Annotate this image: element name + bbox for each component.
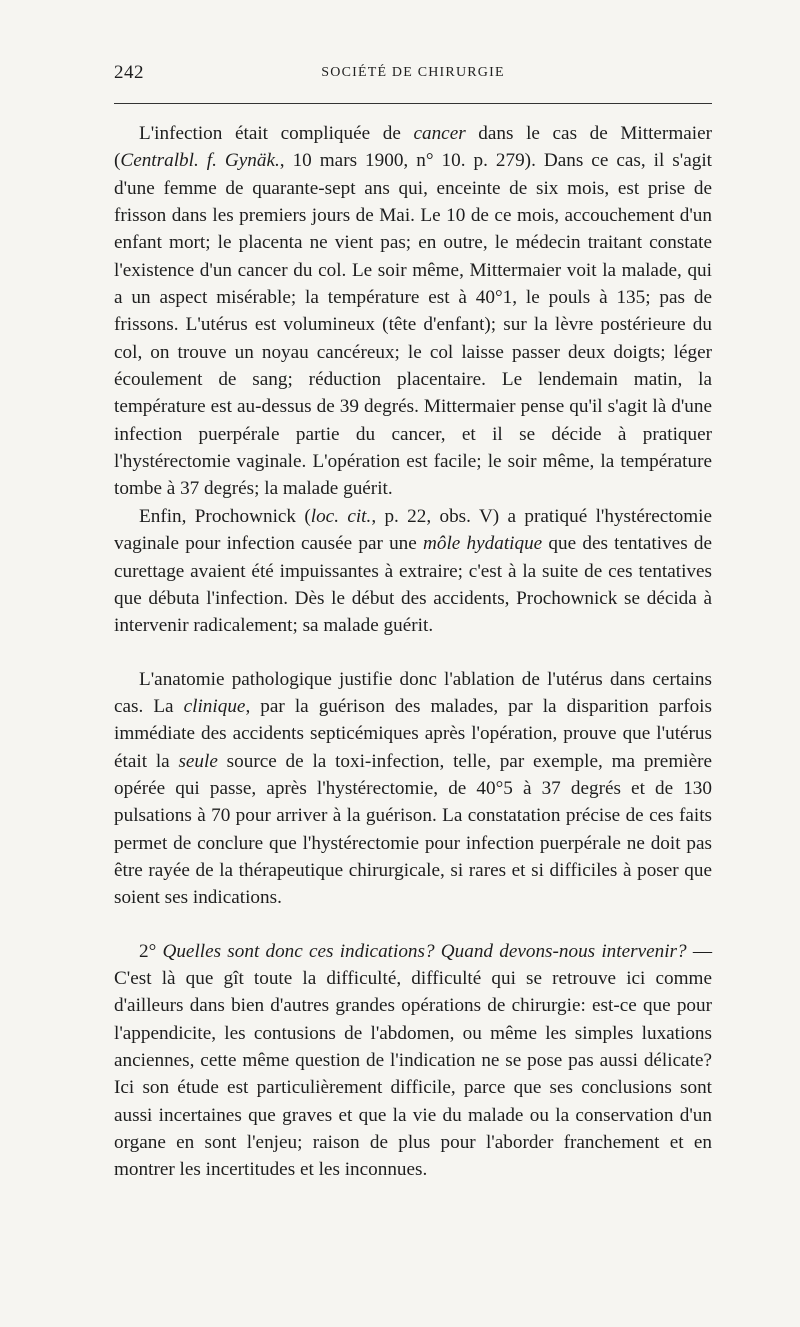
running-title: SOCIÉTÉ DE CHIRURGIE [321,65,505,80]
citation-loc-cit: loc. cit. [310,505,372,527]
paragraph-indications: 2° Quelles sont donc ces indications? Quand devons-nous intervenir? — C'est là que gît toute la difficulté, difficulté qui se retrouve ici comme d'ailleurs dans bien d'autres grandes opérations de chirurgie: est-ce que pour l'appendicite, les contusions de l'abdomen, ou même les simples luxations anciennes, cette même question de l'indication ne se pose pas aussi délicate? Ici son étude est particulièrement difficile, parce que ses conclusions sont aussi incertaines que graves et que la vie du malade ou la conservation d'un organe en sont l'enjeu; raison de plus pour l'aborder franchement et en montrer les incertitudes et les inconnues. [114,940,713,1181]
italic-term-seule: seule [178,750,218,772]
italic-term-mole-hydatique: môle hydatique [423,533,543,555]
paragraph-prochownick-case: Enfin, Prochownick (loc. cit., p. 22, obs. V) a pratiqué l'hystérectomie vaginale pour infection causée par une môle hydatique que des tentatives de curettage avaient été impuissantes à extraire; c'est à la suite de ces tentatives que débuta l'infection. Dès le début des accidents, Prochownick se décida à intervenir radicalement; sa malade guérit. [114,505,712,637]
italic-term-cancer: cancer [413,123,466,144]
paragraph-mittermaier-case: L'infection était compliquée de cancer dans le cas de Mittermaier (Centralbl. f. Gynäk., 10 mars 1900, n° 10. p. 279). Dans ce cas, il s'agit d'une femme de quarante-sept ans qui, enceinte de six mois, est prise de frisson dans les premiers jours de Mai. Le 10 de ce mois, accouchement d'un enfant mort; le placenta ne vient pas; en outre, le médecin traitant constate l'existence d'un cancer du col. Le soir même, Mittermaier voit la malade, qui a un aspect misérable; la température est à 40°1, le pouls à 135; pas de frissons. L'utérus est volumineux (tête d'enfant); sur la lèvre postérieure du col, on trouve un noyau cancéreux; le col laisse passer deux doigts; léger écoulement de sang; réduction placentaire. Le lendemain matin, la température est au-dessus de 39 degrés. Mittermaier pense qu'il s'agit là d'une infection puerpérale partie du cancer, et il se décide à pratiquer l'hystérectomie vaginale. L'opération est facile; le soir même, la température tombe à 37 degrés; la malade guérit. [114,123,713,500]
citation-journal: Centralbl. f. Gynäk. [120,150,280,172]
italic-term-clinique: clinique [183,695,246,717]
paragraph-anatomie-pathologique: L'anatomie pathologique justifie donc l'ablation de l'utérus dans certains cas. La clinique, par la guérison des malades, par la disparition parfois immédiate des accidents septicémiques après l'opération, prouve que l'utérus était la seule source de la toxi-infection, telle, par exemple, ma première opérée qui passe, après l'hystérectomie, de 40°5 à 37 degrés et de 130 pulsations à 70 pour arriver à la guérison. La constatation précise de ces faits permet de conclure que l'hystérectomie pour infection puerpérale ne doit pas être rayée de la thérapeutique chirurgicale, si rares et si difficiles à poser que soient ses indications. [114,668,712,909]
page-number: 242 [114,62,144,83]
page-header [114,62,712,92]
section-question-heading: Quelles sont donc ces indications? Quand devons-nous intervenir? [162,940,687,962]
header-rule [114,103,712,104]
body-text [114,120,712,1184]
